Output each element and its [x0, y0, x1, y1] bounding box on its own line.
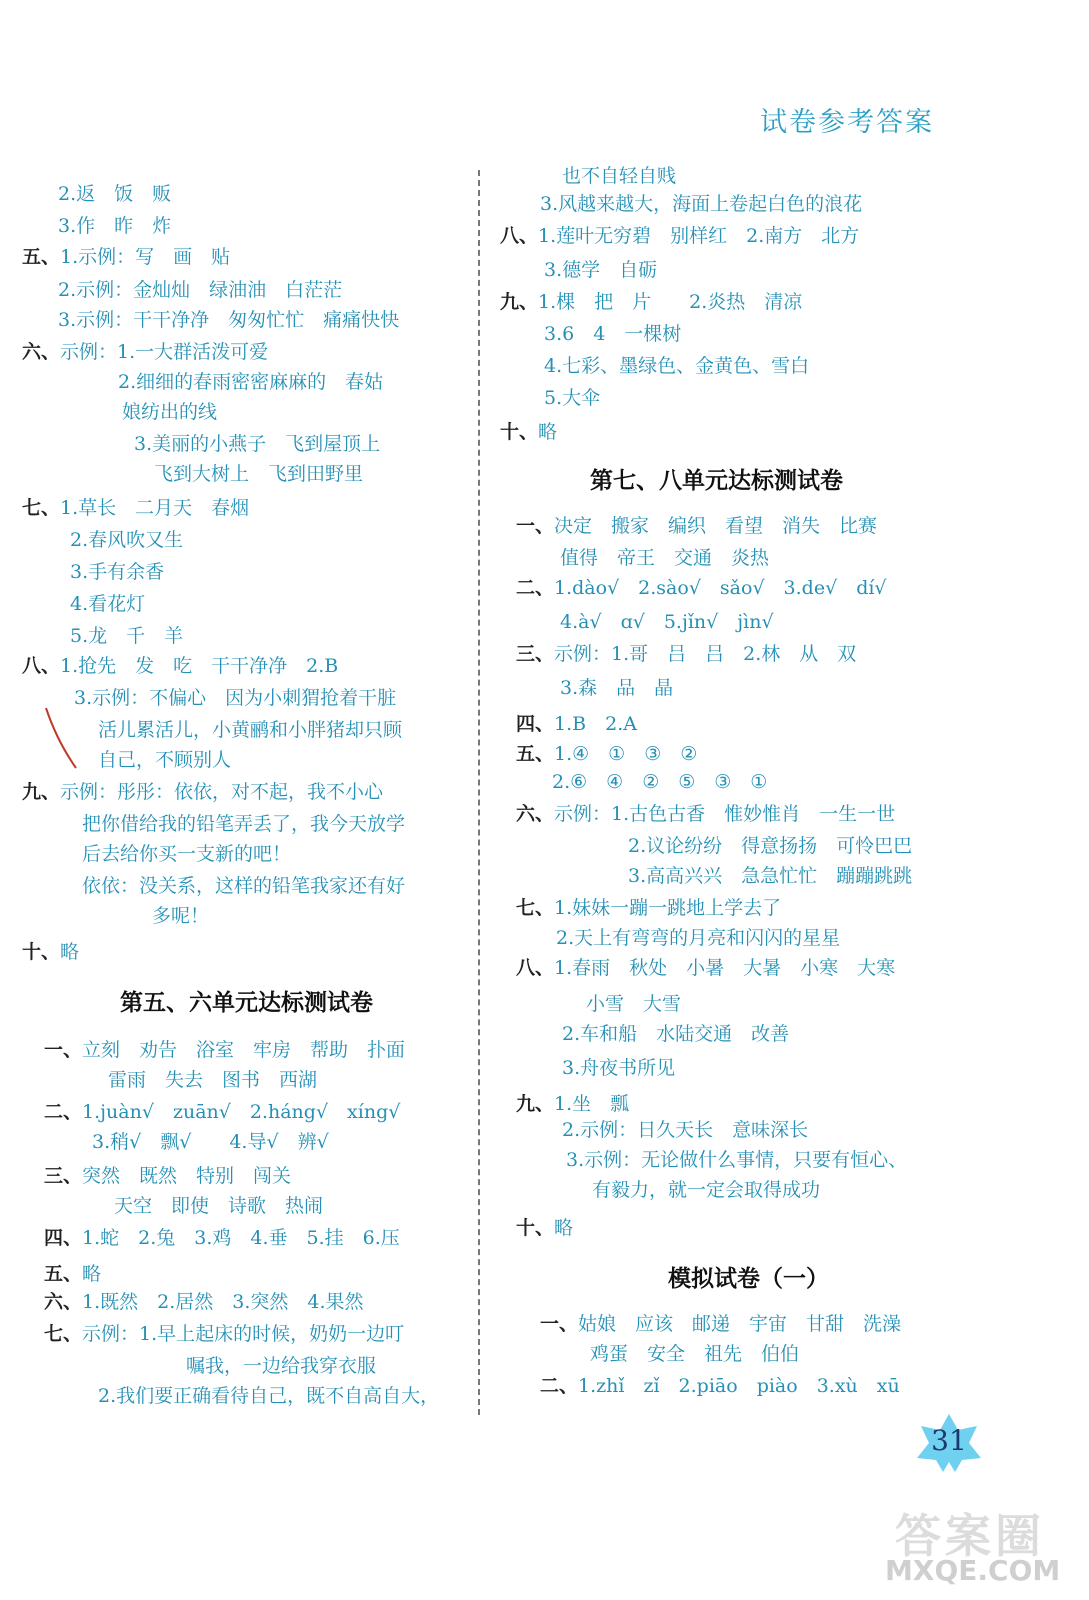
answer-line: [500, 354, 809, 378]
column-divider: [478, 170, 480, 1415]
question-label: 九、: [500, 291, 539, 313]
answer-text: 1.妹妹一蹦一跳地上学去了: [554, 897, 782, 919]
answer-line: [44, 1100, 400, 1124]
answer-text: 1.抢先 发 吃 干干净净 2.B: [60, 655, 339, 677]
answer-line: [22, 812, 405, 836]
answer-text: 有毅力，就一定会取得成功: [592, 1179, 821, 1201]
answer-text: 3.风越来越大，海面上卷起白色的浪花: [540, 193, 863, 215]
answer-line: [516, 956, 895, 980]
answer-text: 雷雨 失去 图书 西湖: [108, 1069, 318, 1091]
answer-line: [44, 1354, 376, 1378]
question-label: 二、: [540, 1375, 579, 1397]
answer-line: [516, 742, 697, 766]
answer-line: [516, 770, 767, 794]
answer-text: 4.七彩、墨绿色、金黄色、雪白: [544, 355, 810, 377]
answer-text: 3.舟夜书所见: [562, 1057, 676, 1079]
answer-text: 决定 搬家 编织 看望 消失 比赛: [554, 515, 878, 537]
answer-line: [22, 432, 380, 456]
question-label: 三、: [44, 1165, 83, 1187]
answer-text: 2.车和船 水陆交通 改善: [562, 1023, 790, 1045]
answer-line: [516, 642, 856, 666]
answer-text: 3.美丽的小燕子 飞到屋顶上: [134, 433, 381, 455]
question-label: 十、: [22, 941, 61, 963]
red-pen-mark: [42, 706, 80, 770]
answer-text: 也不自轻自贱: [562, 165, 677, 187]
answer-text: 4.à√ ɑ√ 5.jǐn√ jìn√: [560, 611, 774, 633]
answer-text: 1.春雨 秋处 小暑 大暑 小寒 大寒: [554, 957, 896, 979]
answer-text: 把你借给我的铅笔弄丢了，我今天放学: [82, 813, 406, 835]
answer-line: [500, 224, 859, 248]
answer-text: 2.春风吹又生: [70, 529, 184, 551]
answer-text: 1.示例：写 画 贴: [60, 246, 231, 268]
question-label: 六、: [516, 803, 555, 825]
answer-text: 3.作 昨 炸: [58, 215, 172, 237]
answer-line: [516, 992, 681, 1016]
answer-text: 1.坐 瓢: [554, 1093, 630, 1115]
answer-line: [22, 245, 230, 269]
answer-text: 2.细细的春雨密密麻麻的 春姑: [118, 371, 384, 393]
watermark-text-top: 答案圈: [895, 1509, 1045, 1563]
answer-line: [44, 1322, 404, 1346]
answer-text: 依依：没关系，这样的铅笔我家还有好: [82, 875, 406, 897]
answer-line: [500, 258, 657, 282]
answer-text: 示例：1.一大群活泼可爱: [60, 341, 269, 363]
question-label: 一、: [540, 1313, 579, 1335]
answer-line: [44, 1068, 317, 1092]
answer-line: [516, 514, 877, 538]
answer-text: 嘱我，一边给我穿衣服: [186, 1355, 377, 1377]
answer-line: [22, 340, 268, 364]
answer-line: [22, 592, 145, 616]
question-label: 五、: [516, 743, 555, 765]
answer-line: [540, 1312, 901, 1336]
answer-line: [516, 896, 781, 920]
question-label: 一、: [44, 1039, 83, 1061]
answer-line: [500, 290, 802, 314]
answer-text: 3.德学 自砺: [544, 259, 658, 281]
answer-line: [500, 164, 676, 188]
answer-text: 示例：彤彤：依依，对不起，我不小心: [60, 781, 384, 803]
answer-line: [44, 1130, 329, 1154]
answer-text: 1.既然 2.居然 3.突然 4.果然: [82, 1291, 364, 1313]
answer-line: [22, 624, 183, 648]
answer-line: [22, 874, 405, 898]
answer-line: [540, 1374, 900, 1398]
answer-line: [22, 842, 291, 866]
answer-text: 活儿累活儿，小黄鹂和小胖猪却只顾: [98, 719, 403, 741]
answer-line: [44, 1194, 323, 1218]
question-label: 三、: [516, 643, 555, 665]
answer-text: 娘纺出的线: [122, 401, 218, 423]
watermark-text-bottom: MXQE.COM: [885, 1554, 1061, 1587]
answer-line: [516, 676, 673, 700]
answer-line: [44, 1038, 405, 1062]
answer-text: 天空 即使 诗歌 热闹: [114, 1195, 324, 1217]
answer-text: 略: [538, 421, 558, 443]
answer-line: [22, 278, 342, 302]
question-label: 十、: [516, 1217, 555, 1239]
question-label: 六、: [44, 1291, 83, 1313]
answer-text: 1.dào√ 2.sào√ sǎo√ 3.de√ dí√: [554, 577, 887, 599]
answer-line: [22, 182, 171, 206]
answer-line: [22, 462, 363, 486]
answer-line: [44, 1290, 364, 1314]
question-label: 五、: [44, 1263, 83, 1285]
answer-line: [44, 1384, 439, 1408]
question-label: 八、: [500, 225, 539, 247]
answer-line: [516, 834, 912, 858]
question-label: 七、: [44, 1323, 83, 1345]
answer-text: 3.示例：不偏心 因为小刺猬抢着干脏: [74, 687, 397, 709]
watermark-logo: [885, 1500, 1075, 1590]
answer-text: 鸡蛋 安全 祖先 伯伯: [590, 1343, 800, 1365]
question-label: 八、: [516, 957, 555, 979]
answer-text: 1.蛇 2.兔 3.鸡 4.垂 5.挂 6.压: [82, 1227, 400, 1249]
answer-line: [516, 1216, 573, 1240]
answer-text: 3.高高兴兴 急急忙忙 蹦蹦跳跳: [628, 865, 913, 887]
answer-text: 自己，不顾别人: [98, 749, 232, 771]
answer-line: [540, 1342, 799, 1366]
answer-text: 3.手有余香: [70, 561, 165, 583]
answer-text: 立刻 劝告 浴室 牢房 帮助 扑面: [82, 1039, 406, 1061]
answer-line: [516, 546, 769, 570]
answer-line: [500, 420, 557, 444]
question-label: 一、: [516, 515, 555, 537]
question-label: 七、: [22, 497, 61, 519]
answer-line: [22, 400, 217, 424]
answer-text: 2.议论纷纷 得意扬扬 可怜巴巴: [628, 835, 913, 857]
answer-text: 2.我们要正确看待自己，既不自高自大，: [98, 1385, 440, 1407]
answer-text: 2.示例：日久天长 意味深长: [562, 1119, 809, 1141]
answer-line: [22, 940, 79, 964]
answer-line: [500, 192, 862, 216]
question-label: 九、: [516, 1093, 555, 1115]
answer-text: 3.示例：干干净净 匆匆忙忙 痛痛快快: [58, 309, 400, 331]
answer-line: [44, 1262, 101, 1286]
answer-line: [44, 1164, 291, 1188]
answer-line: [22, 780, 383, 804]
answer-text: 1.莲叶无穷碧 别样红 2.南方 北方: [538, 225, 860, 247]
answer-text: 1.B 2.A: [554, 713, 637, 735]
answer-text: 1.草长 二月天 春烟: [60, 497, 250, 519]
section-title-mock-exam-1: 模拟试卷（一）: [668, 1266, 829, 1292]
answer-line: [516, 610, 774, 634]
answer-text: 后去给你买一支新的吧！: [82, 843, 292, 865]
answer-text: 示例：1.古色古香 惟妙惟肖 一生一世: [554, 803, 896, 825]
answer-text: 5.大伞: [544, 387, 601, 409]
answer-text: 3.6 4 一棵树: [544, 323, 682, 345]
answer-line: [516, 864, 912, 888]
answer-text: 突然 既然 特别 闯关: [82, 1165, 292, 1187]
answer-line: [516, 1056, 675, 1080]
answer-line: [516, 926, 840, 950]
answer-text: 1.④ ① ③ ②: [554, 743, 698, 765]
answer-text: 2.天上有弯弯的月亮和闪闪的星星: [556, 927, 841, 949]
section-title-unit-7-8: 第七、八单元达标测试卷: [590, 468, 843, 494]
question-label: 九、: [22, 781, 61, 803]
answer-text: 示例：1.早上起床的时候，奶奶一边叮: [82, 1323, 405, 1345]
header-title: 试卷参考答案: [760, 107, 934, 138]
section-title-unit-5-6: 第五、六单元达标测试卷: [120, 990, 373, 1016]
answer-text: 3.森 品 晶: [560, 677, 674, 699]
answer-line: [500, 386, 600, 410]
answer-text: 2.示例：金灿灿 绿油油 白茫茫: [58, 279, 343, 301]
question-label: 八、: [22, 655, 61, 677]
answer-line: [44, 1226, 400, 1250]
answer-text: 值得 帝王 交通 炎热: [560, 547, 770, 569]
answer-line: [516, 1148, 907, 1172]
answer-text: 略: [82, 1263, 102, 1285]
question-label: 四、: [44, 1227, 83, 1249]
answer-line: [516, 1118, 808, 1142]
answer-text: 1.zhǐ zǐ 2.piāo piào 3.xù xū: [578, 1375, 900, 1397]
answer-text: 姑娘 应该 邮递 宇宙 甘甜 洗澡: [578, 1313, 902, 1335]
question-label: 四、: [516, 713, 555, 735]
answer-line: [22, 904, 209, 928]
question-label: 十、: [500, 421, 539, 443]
answer-text: 略: [60, 941, 80, 963]
answer-line: [22, 370, 383, 394]
answer-line: [22, 560, 164, 584]
answer-line: [22, 654, 338, 678]
answer-text: 4.看花灯: [70, 593, 146, 615]
answer-line: [22, 496, 249, 520]
question-label: 五、: [22, 246, 61, 268]
answer-text: 3.示例：无论做什么事情，只要有恒心、: [566, 1149, 908, 1171]
answer-line: [516, 712, 637, 736]
answer-line: [516, 576, 887, 600]
answer-text: 2.返 饭 贩: [58, 183, 172, 205]
answer-line: [516, 1022, 789, 1046]
answer-text: 示例：1.哥 吕 吕 2.林 从 双: [554, 643, 857, 665]
answer-text: 飞到大树上 飞到田野里: [154, 463, 364, 485]
question-label: 二、: [516, 577, 555, 599]
answer-line: [516, 802, 895, 826]
question-label: 七、: [516, 897, 555, 919]
answer-text: 1.棵 把 片 2.炎热 清凉: [538, 291, 803, 313]
page-number: 31: [931, 1424, 967, 1457]
question-label: 六、: [22, 341, 61, 363]
answer-text: 1.juàn√ zuān√ 2.háng√ xíng√: [82, 1101, 401, 1123]
answer-line: [516, 1092, 629, 1116]
answer-text: 多呢！: [152, 905, 210, 927]
answer-line: [516, 1178, 820, 1202]
answer-line: [22, 214, 171, 238]
answer-line: [22, 308, 399, 332]
answer-text: 2.⑥ ④ ② ⑤ ③ ①: [552, 771, 768, 793]
question-label: 二、: [44, 1101, 83, 1123]
answer-text: 3.稍√ 飘√ 4.导√ 辨√: [92, 1131, 329, 1153]
answer-line: [22, 528, 183, 552]
answer-text: 略: [554, 1217, 574, 1239]
answer-text: 小雪 大雪: [586, 993, 682, 1015]
answer-line: [500, 322, 681, 346]
answer-text: 5.龙 千 羊: [70, 625, 184, 647]
